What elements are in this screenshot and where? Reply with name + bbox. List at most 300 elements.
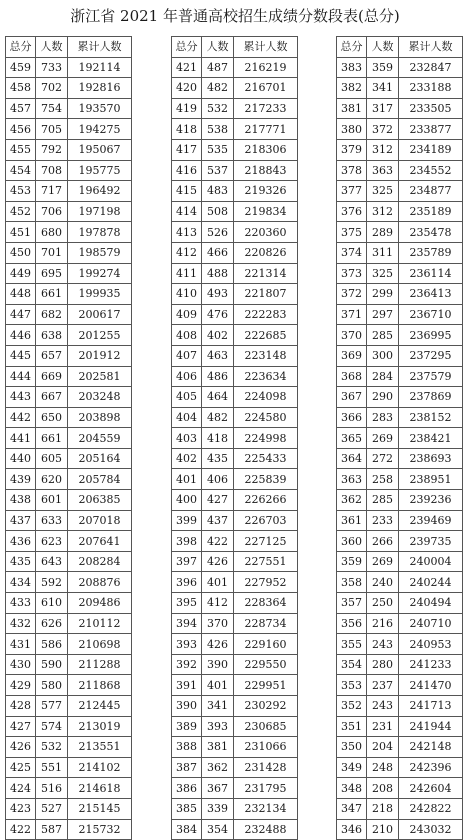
score-cell: 430 [6,654,36,675]
cumulative-cell: 226703 [234,510,298,531]
score-cell: 354 [337,654,367,675]
cumulative-cell: 196492 [68,181,132,202]
header-count: 人数 [36,37,68,58]
score-cell: 386 [172,778,202,799]
cumulative-cell: 243032 [399,819,463,840]
cumulative-cell: 214102 [68,757,132,778]
table-row [172,634,298,655]
header-cumulative: 累计人数 [68,37,132,58]
table-row [337,366,463,387]
score-cell: 441 [6,428,36,449]
cumulative-cell: 229951 [234,675,298,696]
score-cell: 407 [172,345,202,366]
table-row [6,469,132,490]
count-cell: 638 [36,325,68,346]
cumulative-cell: 222283 [234,304,298,325]
cumulative-cell: 242148 [399,737,463,758]
count-cell: 476 [202,304,234,325]
score-cell: 434 [6,572,36,593]
score-cell: 350 [337,737,367,758]
count-cell: 285 [367,325,399,346]
score-cell: 444 [6,366,36,387]
cumulative-cell: 233505 [399,98,463,119]
score-cell: 448 [6,284,36,305]
cumulative-cell: 236995 [399,325,463,346]
score-cell: 367 [337,387,367,408]
cumulative-cell: 211288 [68,654,132,675]
count-cell: 418 [202,428,234,449]
count-cell: 426 [202,551,234,572]
count-cell: 463 [202,345,234,366]
count-cell: 208 [367,778,399,799]
score-cell: 403 [172,428,202,449]
table-row [6,139,132,160]
score-cell: 370 [337,325,367,346]
table-row [6,98,132,119]
count-cell: 402 [202,325,234,346]
table-row [6,613,132,634]
count-cell: 508 [202,201,234,222]
cumulative-cell: 225433 [234,448,298,469]
count-cell: 341 [202,696,234,717]
score-cell: 453 [6,181,36,202]
table-row [172,263,298,284]
count-cell: 325 [367,263,399,284]
score-cell: 424 [6,778,36,799]
table-row [337,798,463,819]
table-row [337,325,463,346]
cumulative-cell: 239735 [399,531,463,552]
cumulative-cell: 219326 [234,181,298,202]
score-cell: 391 [172,675,202,696]
table-row [337,634,463,655]
score-cell: 409 [172,304,202,325]
table-row [6,181,132,202]
count-cell: 532 [36,737,68,758]
score-cell: 404 [172,407,202,428]
table-row [337,387,463,408]
score-cell: 435 [6,551,36,572]
table-row [6,593,132,614]
count-cell: 620 [36,469,68,490]
cumulative-cell: 203898 [68,407,132,428]
cumulative-cell: 205784 [68,469,132,490]
score-cell: 415 [172,181,202,202]
cumulative-cell: 224098 [234,387,298,408]
cumulative-cell: 208876 [68,572,132,593]
cumulative-cell: 195775 [68,160,132,181]
cumulative-cell: 221807 [234,284,298,305]
count-cell: 610 [36,593,68,614]
score-cell: 450 [6,242,36,263]
count-cell: 204 [367,737,399,758]
count-cell: 297 [367,304,399,325]
cumulative-cell: 224580 [234,407,298,428]
cumulative-cell: 240494 [399,593,463,614]
score-cell: 426 [6,737,36,758]
table-row [6,57,132,78]
table-row [337,737,463,758]
count-cell: 243 [367,696,399,717]
table-row [6,201,132,222]
score-cell: 361 [337,510,367,531]
cumulative-cell: 227125 [234,531,298,552]
table-row [6,345,132,366]
count-cell: 258 [367,469,399,490]
cumulative-cell: 241713 [399,696,463,717]
cumulative-cell: 240244 [399,572,463,593]
cumulative-cell: 232847 [399,57,463,78]
cumulative-cell: 242822 [399,798,463,819]
count-cell: 311 [367,242,399,263]
count-cell: 733 [36,57,68,78]
count-cell: 266 [367,531,399,552]
score-cell: 401 [172,469,202,490]
cumulative-cell: 205164 [68,448,132,469]
count-cell: 280 [367,654,399,675]
table-row [172,345,298,366]
score-cell: 356 [337,613,367,634]
table-row [337,819,463,840]
cumulative-cell: 207018 [68,510,132,531]
table-row [172,57,298,78]
cumulative-cell: 235478 [399,222,463,243]
table-row [172,407,298,428]
count-cell: 488 [202,263,234,284]
score-cell: 458 [6,78,36,99]
cumulative-cell: 232488 [234,819,298,840]
cumulative-cell: 195067 [68,139,132,160]
count-cell: 605 [36,448,68,469]
score-cell: 406 [172,366,202,387]
count-cell: 341 [367,78,399,99]
score-cell: 398 [172,531,202,552]
score-cell: 425 [6,757,36,778]
count-cell: 669 [36,366,68,387]
table-row [172,428,298,449]
count-cell: 218 [367,798,399,819]
table-row [6,222,132,243]
count-cell: 701 [36,242,68,263]
count-cell: 299 [367,284,399,305]
cumulative-cell: 216219 [234,57,298,78]
table-row [337,57,463,78]
count-cell: 717 [36,181,68,202]
count-cell: 643 [36,551,68,572]
cumulative-cell: 233877 [399,119,463,140]
score-cell: 428 [6,696,36,717]
cumulative-cell: 211868 [68,675,132,696]
count-cell: 300 [367,345,399,366]
score-cell: 372 [337,284,367,305]
table-row [337,407,463,428]
score-cell: 376 [337,201,367,222]
cumulative-cell: 206385 [68,490,132,511]
count-cell: 401 [202,675,234,696]
cumulative-cell: 220360 [234,222,298,243]
count-cell: 231 [367,716,399,737]
cumulative-cell: 220826 [234,242,298,263]
score-cell: 395 [172,593,202,614]
count-cell: 680 [36,222,68,243]
header-count: 人数 [202,37,234,58]
table-row [337,469,463,490]
cumulative-cell: 217771 [234,119,298,140]
score-cell: 379 [337,139,367,160]
count-cell: 437 [202,510,234,531]
count-cell: 526 [202,222,234,243]
cumulative-cell: 241944 [399,716,463,737]
cumulative-cell: 226266 [234,490,298,511]
score-cell: 410 [172,284,202,305]
table-row [337,696,463,717]
count-cell: 650 [36,407,68,428]
score-cell: 400 [172,490,202,511]
table-row [6,490,132,511]
cumulative-cell: 224998 [234,428,298,449]
score-cell: 459 [6,57,36,78]
count-cell: 486 [202,366,234,387]
table-row [337,531,463,552]
table-row [172,654,298,675]
cumulative-cell: 237869 [399,387,463,408]
table-row [172,181,298,202]
cumulative-cell: 230685 [234,716,298,737]
cumulative-cell: 215145 [68,798,132,819]
cumulative-cell: 202581 [68,366,132,387]
count-cell: 289 [367,222,399,243]
score-cell: 447 [6,304,36,325]
table-row [6,407,132,428]
count-cell: 435 [202,448,234,469]
table-row [337,778,463,799]
count-cell: 250 [367,593,399,614]
score-cell: 446 [6,325,36,346]
score-cell: 369 [337,345,367,366]
cumulative-cell: 238152 [399,407,463,428]
count-cell: 248 [367,757,399,778]
score-cell: 390 [172,696,202,717]
table-row [337,654,463,675]
table-row [172,387,298,408]
cumulative-cell: 241233 [399,654,463,675]
cumulative-cell: 227551 [234,551,298,572]
count-cell: 237 [367,675,399,696]
count-cell: 661 [36,284,68,305]
table-row [172,737,298,758]
score-cell: 457 [6,98,36,119]
table-row [172,242,298,263]
table-row [337,716,463,737]
score-cell: 375 [337,222,367,243]
count-cell: 667 [36,387,68,408]
table-row [6,284,132,305]
cumulative-cell: 223634 [234,366,298,387]
count-cell: 586 [36,634,68,655]
cumulative-cell: 236413 [399,284,463,305]
score-cell: 393 [172,634,202,655]
count-cell: 312 [367,139,399,160]
score-cell: 432 [6,613,36,634]
score-cell: 388 [172,737,202,758]
count-cell: 590 [36,654,68,675]
cumulative-cell: 193570 [68,98,132,119]
table-row [172,98,298,119]
cumulative-cell: 192114 [68,57,132,78]
score-cell: 408 [172,325,202,346]
table-row [172,201,298,222]
count-cell: 551 [36,757,68,778]
count-cell: 272 [367,448,399,469]
table-row [6,263,132,284]
cumulative-cell: 237295 [399,345,463,366]
score-cell: 442 [6,407,36,428]
score-cell: 389 [172,716,202,737]
table-row [337,675,463,696]
table-row [6,448,132,469]
cumulative-cell: 214618 [68,778,132,799]
count-cell: 290 [367,387,399,408]
cumulative-cell: 227952 [234,572,298,593]
count-cell: 705 [36,119,68,140]
score-cell: 366 [337,407,367,428]
cumulative-cell: 207641 [68,531,132,552]
count-cell: 487 [202,57,234,78]
cumulative-cell: 242396 [399,757,463,778]
cumulative-cell: 234189 [399,139,463,160]
table-row [337,201,463,222]
count-cell: 483 [202,181,234,202]
score-cell: 359 [337,551,367,572]
table-row [337,757,463,778]
table-row [6,387,132,408]
cumulative-cell: 240710 [399,613,463,634]
table-row [172,675,298,696]
score-cell: 412 [172,242,202,263]
cumulative-cell: 218306 [234,139,298,160]
cumulative-cell: 210112 [68,613,132,634]
page-title: 浙江省 2021 年普通高校招生成绩分数段表(总分) [70,7,400,25]
count-cell: 633 [36,510,68,531]
table-row [337,98,463,119]
score-cell: 454 [6,160,36,181]
count-cell: 464 [202,387,234,408]
cumulative-cell: 204559 [68,428,132,449]
score-cell: 360 [337,531,367,552]
score-cell: 349 [337,757,367,778]
count-cell: 243 [367,634,399,655]
count-cell: 527 [36,798,68,819]
table-row [6,778,132,799]
cumulative-cell: 236114 [399,263,463,284]
table-row [172,78,298,99]
table-row [6,737,132,758]
score-cell: 422 [6,819,36,840]
table-row [172,160,298,181]
cumulative-cell: 234877 [399,181,463,202]
score-cell: 371 [337,304,367,325]
count-cell: 216 [367,613,399,634]
table-row [172,469,298,490]
count-cell: 537 [202,160,234,181]
count-cell: 390 [202,654,234,675]
table-row [172,798,298,819]
score-cell: 451 [6,222,36,243]
table-row [172,490,298,511]
table-row [337,304,463,325]
cumulative-cell: 194275 [68,119,132,140]
table-row [337,139,463,160]
table-row [6,510,132,531]
score-cell: 437 [6,510,36,531]
cumulative-cell: 199935 [68,284,132,305]
score-cell: 423 [6,798,36,819]
table-row [6,798,132,819]
score-cell: 397 [172,551,202,572]
score-cell: 364 [337,448,367,469]
score-cell: 416 [172,160,202,181]
table-row [337,448,463,469]
count-cell: 623 [36,531,68,552]
count-cell: 682 [36,304,68,325]
table-row [6,78,132,99]
count-cell: 587 [36,819,68,840]
count-cell: 535 [202,139,234,160]
score-cell: 351 [337,716,367,737]
score-cell: 355 [337,634,367,655]
score-cell: 352 [337,696,367,717]
count-cell: 532 [202,98,234,119]
cumulative-cell: 228734 [234,613,298,634]
table-row [337,510,463,531]
score-cell: 418 [172,119,202,140]
cumulative-cell: 228364 [234,593,298,614]
table-row [172,304,298,325]
table-row [172,819,298,840]
count-cell: 317 [367,98,399,119]
count-cell: 363 [367,160,399,181]
score-cell: 455 [6,139,36,160]
count-cell: 427 [202,490,234,511]
table-row [172,366,298,387]
cumulative-cell: 232134 [234,798,298,819]
table-row [172,510,298,531]
count-cell: 401 [202,572,234,593]
table-row [337,78,463,99]
count-cell: 577 [36,696,68,717]
count-cell: 269 [367,428,399,449]
count-cell: 362 [202,757,234,778]
cumulative-cell: 236710 [399,304,463,325]
count-cell: 412 [202,593,234,614]
cumulative-cell: 234552 [399,160,463,181]
table-header-row [172,37,298,58]
table-row [6,304,132,325]
table-row [6,675,132,696]
score-cell: 429 [6,675,36,696]
table-row [337,263,463,284]
table-row [337,345,463,366]
score-cell: 358 [337,572,367,593]
table-row [172,757,298,778]
cumulative-cell: 229160 [234,634,298,655]
table-row [6,160,132,181]
cumulative-cell: 225839 [234,469,298,490]
cumulative-cell: 239236 [399,490,463,511]
score-table-3 [336,36,463,840]
cumulative-cell: 223148 [234,345,298,366]
table-row [337,613,463,634]
